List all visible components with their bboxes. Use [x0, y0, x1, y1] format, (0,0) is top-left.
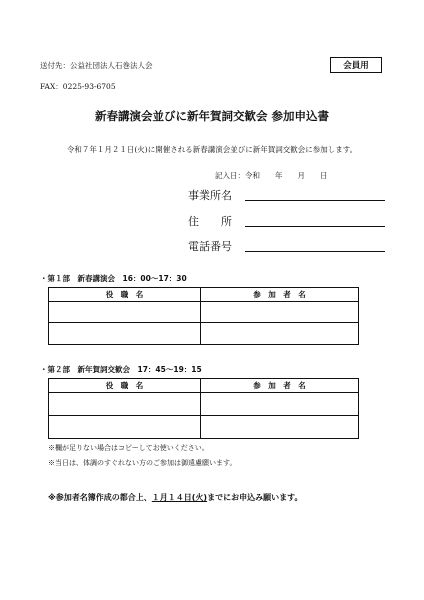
participant-cell[interactable]: [201, 416, 359, 439]
table-row: [49, 323, 359, 345]
deadline-before: ※参加者名簿作成の都合上、: [48, 493, 152, 502]
session2-heading: ・第２部 新年賀詞交歓会 17：45～19：15: [40, 365, 202, 374]
entry-date: 記入日：令和 年 月 日: [215, 171, 328, 180]
session2-table: [48, 378, 359, 439]
form-title: 新春講演会並びに新年賀詞交歓会 参加申込書: [94, 109, 329, 123]
deadline-notice: [48, 492, 302, 503]
member-badge: 会員用: [330, 57, 382, 73]
session1-table: [48, 287, 359, 345]
column-header-title: 役 職 名: [49, 288, 201, 302]
title-cell[interactable]: [49, 302, 201, 323]
fax-number: FAX：0225-93-6705: [40, 82, 116, 91]
field-line-company[interactable]: [245, 200, 385, 201]
column-header-title: 役 職 名: [49, 379, 201, 393]
table-row: [49, 393, 359, 416]
field-line-address[interactable]: [245, 226, 385, 227]
participant-cell[interactable]: [201, 323, 359, 345]
intro-text: 令和７年１月２１日(火)に開催される新春講演会並びに新年賀詞交歓会に参加します。: [66, 145, 358, 154]
note-copy: ※欄が足りない場合はコピーしてお使いください。: [48, 444, 209, 452]
table-row: [49, 416, 359, 439]
participant-cell[interactable]: [201, 302, 359, 323]
column-header-participant: 参 加 者 名: [201, 288, 359, 302]
session1-heading: ・第１部 新春講演会 16：00～17：30: [40, 274, 187, 283]
participant-cell[interactable]: [201, 393, 359, 416]
send-to-text: 送付先：公益社団法人石巻法人会: [40, 61, 153, 70]
title-cell[interactable]: [49, 323, 201, 345]
field-label-address: 住 所: [188, 215, 232, 228]
deadline-date: １月１４日(火): [151, 493, 208, 502]
field-line-phone[interactable]: [245, 251, 385, 252]
session2-header-row: [49, 379, 359, 393]
field-label-phone: 電話番号: [188, 240, 232, 253]
session1-header-row: [49, 288, 359, 302]
note-health: ※当日は、体調のすぐれない方のご参加は御遠慮願います。: [48, 459, 237, 467]
table-row: [49, 302, 359, 323]
title-cell[interactable]: [49, 416, 201, 439]
title-cell[interactable]: [49, 393, 201, 416]
deadline-after: までにお申込み願います。: [207, 493, 303, 502]
column-header-participant: 参 加 者 名: [201, 379, 359, 393]
field-label-company: 事業所名: [188, 189, 232, 202]
